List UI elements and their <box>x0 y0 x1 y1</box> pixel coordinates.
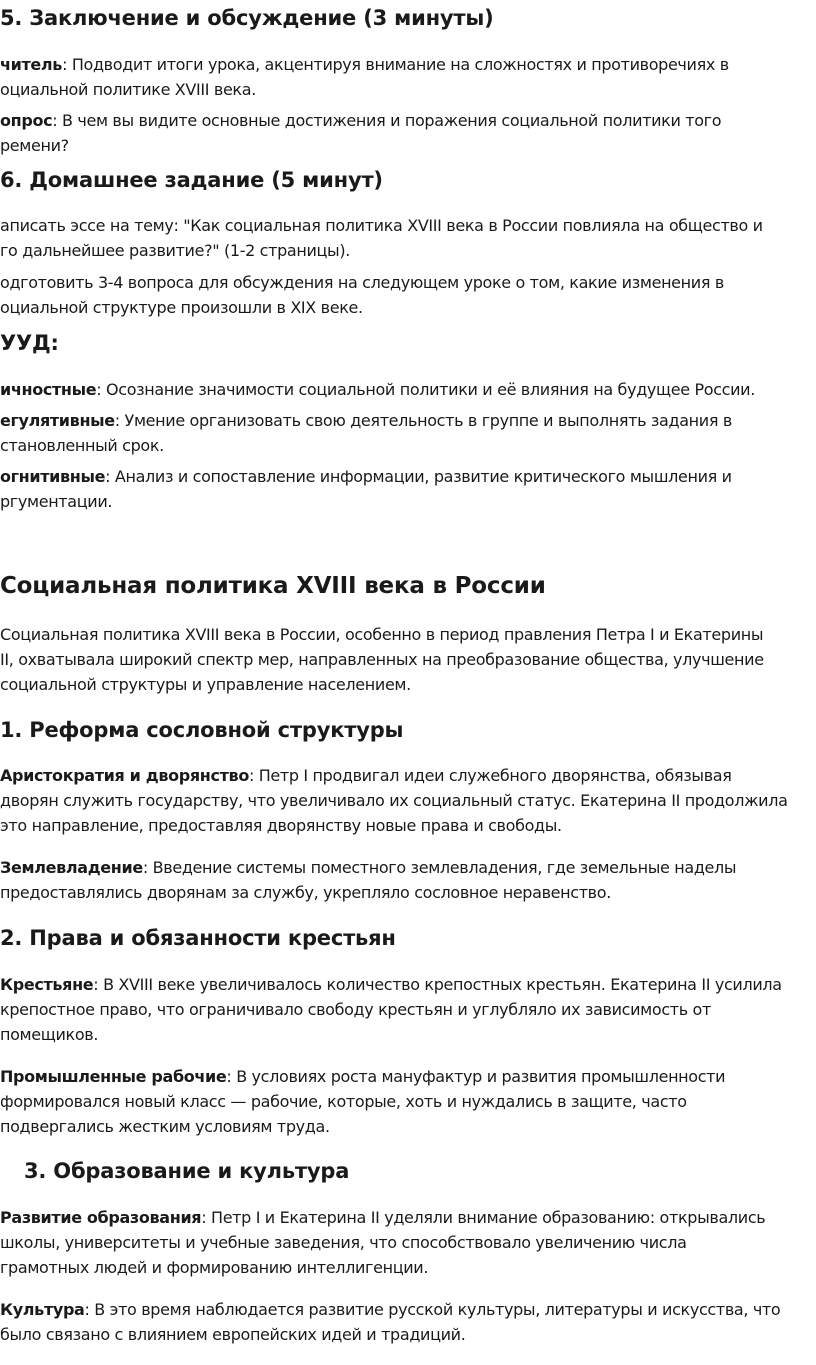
homework-item-1-line-1: аписать эссе на тему: "Как социальная политика XVIII века в России повлияла на общество и <box>0 216 763 235</box>
question-paragraph-line-1: опрос: В чем вы видите основные достижения и поражения социальной политики того <box>0 111 722 130</box>
peasants-line-2: крепостное право, что ограничивало свободу крестьян и углубляло их зависимость от <box>0 1000 711 1019</box>
personal-paragraph: ичностные: Осознание значимости социальной политики и её влияния на будущее России. <box>0 380 755 399</box>
section-heading-homework: 6. Домашнее задание (5 минут) <box>0 168 383 192</box>
aristocracy-label: Аристократия и дворянство <box>0 766 249 785</box>
intro-line-1: Социальная политика XVIII века в России, особенно в период правления Петра I и Екатерины <box>0 625 764 644</box>
intro-line-2: II, охватывала широкий спектр мер, направленных на преобразование общества, улучшение <box>0 650 764 669</box>
education-line-1: Развитие образования: Петр I и Екатерина II уделяли внимание образованию: открывались <box>0 1208 766 1227</box>
peasants-line-1: Крестьяне: В XVIII веке увеличивалось количество крепостных крестьян. Екатерина II усилила <box>0 975 782 994</box>
workers-line-2: формировался новый класс — рабочие, которые, хоть и нуждались в защите, часто <box>0 1092 687 1111</box>
article-title: Социальная политика XVIII века в России <box>0 573 546 599</box>
education-line-3: грамотных людей и формированию интеллигенции. <box>0 1258 429 1277</box>
education-label: Развитие образования <box>0 1208 202 1227</box>
homework-item-2-line-2: оциальной структуре произошли в XIX веке. <box>0 298 363 317</box>
question-label: опрос <box>0 111 53 130</box>
personal-label: ичностные <box>0 380 97 399</box>
section-heading-uud: УУД: <box>0 331 59 355</box>
section-heading-estate-reform: 1. Реформа сословной структуры <box>0 718 404 742</box>
workers-line-1: Промышленные рабочие: В условиях роста мануфактур и развития промышленности <box>0 1067 726 1086</box>
landholding-line-2: предоставлялись дворянам за службу, укрепляло сословное неравенство. <box>0 883 611 902</box>
education-line-2: школы, университеты и учебные заведения, что способствовало увеличению числа <box>0 1233 687 1252</box>
peasants-line-3: помещиков. <box>0 1025 99 1044</box>
intro-line-3: социальной структуры и управление населением. <box>0 675 411 694</box>
cognitive-paragraph-line-2: ргументации. <box>0 492 113 511</box>
aristocracy-line-1: Аристократия и дворянство: Петр I продвигал идеи служебного дворянства, обязывая <box>0 766 732 785</box>
homework-item-2-line-1: одготовить 3-4 вопроса для обсуждения на следующем уроке о том, какие изменения в <box>0 273 724 292</box>
culture-label: Культура <box>0 1300 85 1319</box>
regulatory-label: егулятивные <box>0 411 115 430</box>
landholding-line-1: Землевладение: Введение системы поместного землевладения, где земельные наделы <box>0 858 737 877</box>
peasants-label: Крестьяне <box>0 975 94 994</box>
workers-line-3: подвергались жестким условиям труда. <box>0 1117 330 1136</box>
question-paragraph-line-2: ремени? <box>0 136 69 155</box>
workers-label: Промышленные рабочие <box>0 1067 227 1086</box>
culture-line-1: Культура: В это время наблюдается развитие русской культуры, литературы и искусства, что <box>0 1300 781 1319</box>
teacher-paragraph-line-1: читель: Подводит итоги урока, акцентируя внимание на сложностях и противоречиях в <box>0 55 729 74</box>
cognitive-label: огнитивные <box>0 467 106 486</box>
aristocracy-line-3: это направление, предоставляя дворянству новые права и свободы. <box>0 816 562 835</box>
regulatory-paragraph-line-2: становленный срок. <box>0 436 164 455</box>
culture-line-2: было связано с влиянием европейских идей и традиций. <box>0 1325 466 1344</box>
section-heading-peasant-rights: 2. Права и обязанности крестьян <box>0 926 396 950</box>
section-heading-conclusion: 5. Заключение и обсуждение (3 минуты) <box>0 6 494 30</box>
teacher-paragraph-line-2: оциальной политике XVIII века. <box>0 80 256 99</box>
section-heading-education-culture: 3. Образование и культура <box>24 1159 350 1183</box>
homework-item-1-line-2: го дальнейшее развитие?" (1-2 страницы). <box>0 241 350 260</box>
regulatory-paragraph-line-1: егулятивные: Умение организовать свою деятельность в группе и выполнять задания в <box>0 411 732 430</box>
aristocracy-line-2: дворян служить государству, что увеличивало их социальный статус. Екатерина II продолжила <box>0 791 788 810</box>
cognitive-paragraph-line-1: огнитивные: Анализ и сопоставление информации, развитие критического мышления и <box>0 467 732 486</box>
landholding-label: Землевладение <box>0 858 143 877</box>
teacher-label: читель <box>0 55 63 74</box>
